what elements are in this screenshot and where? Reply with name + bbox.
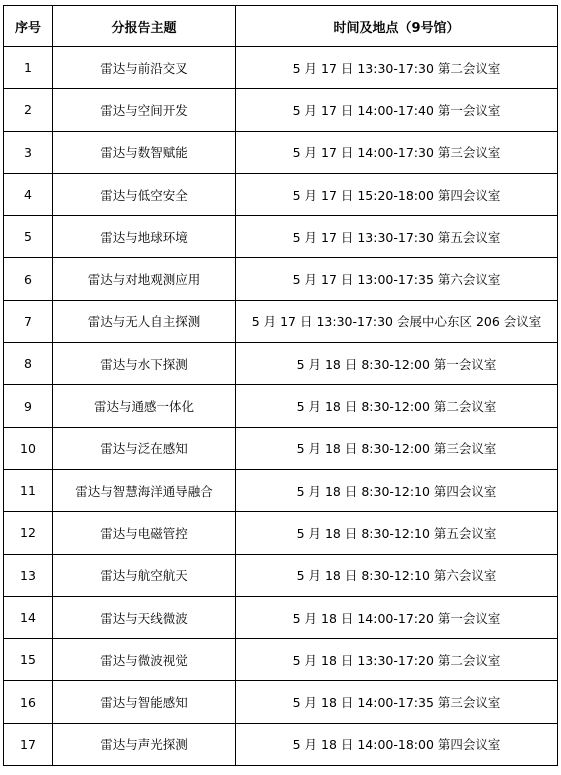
table-row [4, 89, 558, 131]
row-topic: 雷达与低空安全 [53, 173, 236, 215]
row-number: 14 [4, 596, 53, 638]
row-number: 1 [4, 47, 53, 89]
row-topic: 雷达与泛在感知 [53, 427, 236, 469]
table-row [4, 216, 558, 258]
table-row [4, 596, 558, 638]
row-topic: 雷达与天线微波 [53, 596, 236, 638]
row-number: 10 [4, 427, 53, 469]
row-time-venue: 5 月 17 日 13:30-17:30 第二会议室 [236, 47, 558, 89]
table-row [4, 427, 558, 469]
row-time-venue: 5 月 17 日 14:00-17:40 第一会议室 [236, 89, 558, 131]
table-body [4, 47, 558, 766]
row-number: 9 [4, 385, 53, 427]
table-row [4, 639, 558, 681]
table-row [4, 385, 558, 427]
row-topic: 雷达与地球环境 [53, 216, 236, 258]
row-time-venue: 5 月 17 日 14:00-17:30 第三会议室 [236, 131, 558, 173]
row-topic: 雷达与航空航天 [53, 554, 236, 596]
row-topic: 雷达与智慧海洋通导融合 [53, 469, 236, 511]
header-time-venue: 时间及地点（9号馆） [236, 6, 558, 47]
row-number: 16 [4, 681, 53, 723]
table-row [4, 47, 558, 89]
row-time-venue: 5 月 18 日 14:00-17:35 第三会议室 [236, 681, 558, 723]
schedule-table [3, 5, 558, 766]
row-topic: 雷达与声光探测 [53, 723, 236, 765]
row-number: 3 [4, 131, 53, 173]
row-topic: 雷达与数智赋能 [53, 131, 236, 173]
row-number: 7 [4, 300, 53, 342]
row-number: 15 [4, 639, 53, 681]
row-topic: 雷达与智能感知 [53, 681, 236, 723]
row-number: 17 [4, 723, 53, 765]
row-time-venue: 5 月 18 日 14:00-17:20 第一会议室 [236, 596, 558, 638]
row-topic: 雷达与无人自主探测 [53, 300, 236, 342]
table-row [4, 723, 558, 765]
row-time-venue: 5 月 17 日 15:20-18:00 第四会议室 [236, 173, 558, 215]
row-topic: 雷达与微波视觉 [53, 639, 236, 681]
row-number: 11 [4, 469, 53, 511]
table-row [4, 554, 558, 596]
row-time-venue: 5 月 17 日 13:30-17:30 第五会议室 [236, 216, 558, 258]
row-topic: 雷达与通感一体化 [53, 385, 236, 427]
row-topic: 雷达与水下探测 [53, 343, 236, 385]
row-number: 4 [4, 173, 53, 215]
row-time-venue: 5 月 18 日 8:30-12:10 第五会议室 [236, 512, 558, 554]
table-row [4, 512, 558, 554]
header-topic: 分报告主题 [53, 6, 236, 47]
row-topic: 雷达与前沿交叉 [53, 47, 236, 89]
row-time-venue: 5 月 18 日 8:30-12:00 第三会议室 [236, 427, 558, 469]
row-number: 8 [4, 343, 53, 385]
table-row [4, 258, 558, 300]
row-number: 6 [4, 258, 53, 300]
row-time-venue: 5 月 18 日 8:30-12:10 第六会议室 [236, 554, 558, 596]
row-topic: 雷达与电磁管控 [53, 512, 236, 554]
table-header-row [4, 6, 558, 47]
table-row [4, 131, 558, 173]
table-row [4, 469, 558, 511]
row-time-venue: 5 月 18 日 8:30-12:00 第二会议室 [236, 385, 558, 427]
row-time-venue: 5 月 17 日 13:00-17:35 第六会议室 [236, 258, 558, 300]
header-no: 序号 [4, 6, 53, 47]
row-number: 12 [4, 512, 53, 554]
row-time-venue: 5 月 17 日 13:30-17:30 会展中心东区 206 会议室 [236, 300, 558, 342]
row-number: 13 [4, 554, 53, 596]
row-time-venue: 5 月 18 日 14:00-18:00 第四会议室 [236, 723, 558, 765]
row-time-venue: 5 月 18 日 8:30-12:00 第一会议室 [236, 343, 558, 385]
table-row [4, 300, 558, 342]
table-row [4, 343, 558, 385]
row-number: 5 [4, 216, 53, 258]
row-time-venue: 5 月 18 日 13:30-17:20 第二会议室 [236, 639, 558, 681]
row-topic: 雷达与空间开发 [53, 89, 236, 131]
table-row [4, 173, 558, 215]
row-time-venue: 5 月 18 日 8:30-12:10 第四会议室 [236, 469, 558, 511]
table-row [4, 681, 558, 723]
row-topic: 雷达与对地观测应用 [53, 258, 236, 300]
row-number: 2 [4, 89, 53, 131]
